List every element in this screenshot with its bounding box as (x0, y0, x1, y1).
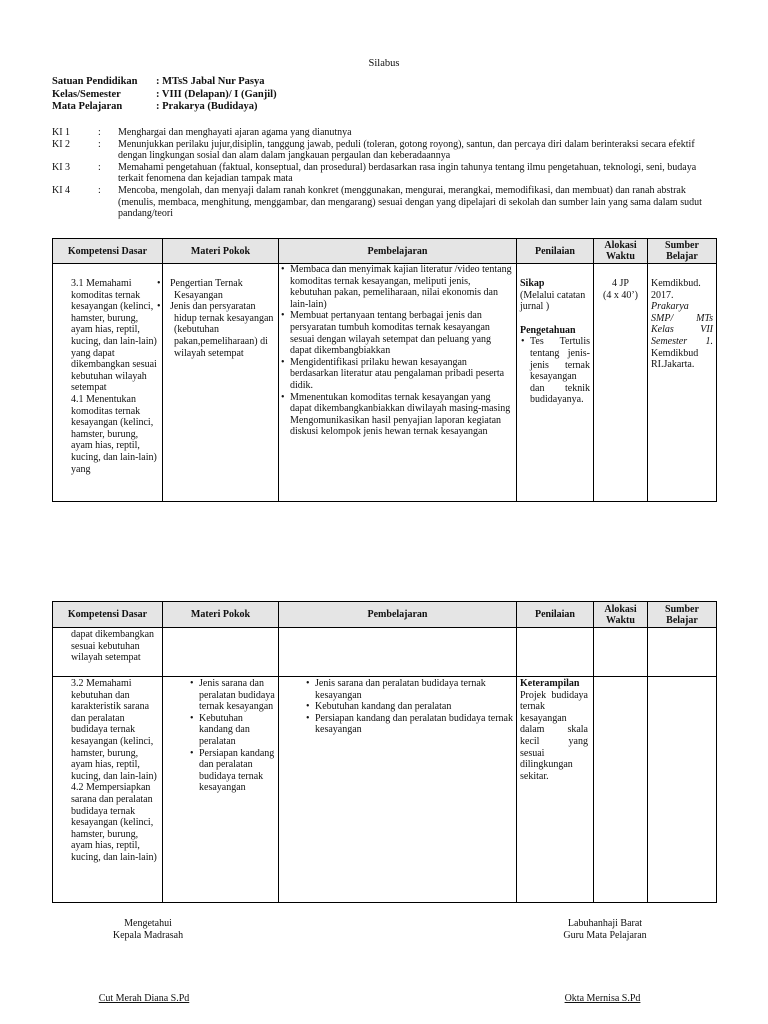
page-title: Silabus (368, 58, 400, 69)
ki-row (52, 162, 722, 185)
syllabus-table-2 (52, 601, 717, 903)
empty-cell (648, 677, 717, 903)
header-materi-pokok: Materi Pokok (163, 239, 279, 264)
identity-value: : VIII (Delapan)/ I (Ganjil) (156, 88, 277, 100)
pembelajaran-cell (279, 264, 517, 502)
header-sumber-belajar: Sumber Belajar (648, 239, 717, 264)
header-kompetensi-dasar: Kompetensi Dasar (53, 602, 163, 628)
ki-code: KI 4 (52, 184, 71, 196)
header-materi-pokok: Materi Pokok (163, 602, 279, 628)
pengetahuan-list (520, 336, 590, 406)
sikap-text: (Melalui catatan jurnal ) (520, 289, 586, 313)
list-item: • Kebutuhan kandang dan peralatan (315, 701, 513, 713)
ki-separator: : (98, 138, 101, 150)
identity-label: Kelas/Semester (52, 88, 121, 100)
sikap-label: Sikap (520, 278, 545, 289)
list-item: • Membaca dan menyimak kajian literatur /video tentang komoditas ternak kesayangan, meliputi jenis, kebutuhan pakan, pemeliharaan, nilai ekonomis dan lain-lain) (290, 264, 513, 310)
ki-separator: : (98, 184, 101, 196)
signature-left-line1: Mengetahui (124, 918, 172, 929)
signature-right (530, 918, 680, 942)
materi-list (166, 278, 275, 359)
table-row (53, 264, 717, 502)
signature-right-line2: Guru Mata Pelajaran (563, 930, 647, 941)
ki-row (52, 139, 722, 162)
header-penilaian: Penilaian (517, 602, 594, 628)
pengetahuan-label: Pengetahuan (520, 324, 576, 336)
table-header-row (53, 239, 717, 264)
list-item: • Membuat pertanyaan tentang berbagai jenis dan persyaratan tumbuh komoditas ternak kesayangan sesuai dengan wilayah setempat dan peluang yang dapat dikembangbiakkan (290, 310, 513, 356)
signature-left (78, 918, 218, 942)
ki-text: Mencoba, mengolah, dan menyaji dalam ranah konkret (menggunakan, mengurai, merangkai, memodifikasi, dan membuat) dan ranah abstrak (menulis, membaca, menghitung, menggambar, dan mengarang) sesuai dengan yang dipelajari di sekolah dan sumber lain yang sama dalam sudut pandang/teori (118, 184, 702, 220)
ki-separator: : (98, 127, 101, 138)
identity-row (52, 89, 277, 102)
keterampilan-text: Projek budidaya ternak kesayangan dalam skala kecil yang sesuai dilingkungan sekitar. (520, 689, 588, 782)
ki-row (52, 127, 722, 139)
empty-cell (594, 677, 648, 903)
spacer (520, 313, 590, 325)
identity-value: : Prakarya (Budidaya) (156, 101, 258, 112)
list-item: • Tes Tertulis tentang jenis-jenis ternak kesayangan dan teknik budidayanya. (530, 336, 590, 406)
header-kompetensi-dasar: Kompetensi Dasar (53, 239, 163, 264)
principal-name: Cut Merah Diana S.Pd (98, 993, 190, 1004)
table-row (53, 677, 717, 903)
header-penilaian: Penilaian (517, 239, 594, 264)
table-header-row (53, 602, 717, 628)
identity-label: Satuan Pendidikan (52, 76, 138, 87)
header-alokasi-waktu: Alokasi Waktu (594, 239, 648, 264)
list-item: • Persiapan kandang dan peralatan budidaya ternak kesayangan (315, 713, 513, 736)
identity-row (52, 101, 277, 114)
header-alokasi-waktu: Alokasi Waktu (594, 602, 648, 628)
materi-list (185, 678, 275, 794)
list-item: • Persiapan kandang dan peralatan budidaya ternak kesayangan (199, 748, 275, 794)
empty-cell (594, 628, 648, 677)
identity-value: : MTsS Jabal Nur Pasya (156, 76, 265, 87)
penilaian-cell (517, 264, 594, 502)
list-item: • Jenis dan persyaratan hidup ternak kesayangan (kebutuhan pakan,pemeliharaan) di wilayah setempat (170, 301, 275, 359)
empty-cell (279, 628, 517, 677)
empty-cell (517, 628, 594, 677)
ki-code: KI 3 (52, 161, 71, 173)
materi-cell (163, 264, 279, 502)
core-competencies (52, 127, 722, 220)
signature-left-line2: Kepala Madrasah (112, 930, 184, 941)
kd-cell: dapat dikembangkan sesuai kebutuhan wilayah setempat (53, 628, 163, 677)
sumber-publisher: Kemdikbud. 2017. (651, 278, 701, 301)
header-pembelajaran: Pembelajaran (279, 239, 517, 264)
pembelajaran-cell (279, 677, 517, 903)
sumber-place: Kemdikbud RI.Jakarta. (651, 347, 699, 371)
ki-text: Menunjukkan perilaku jujur,disiplin, tanggung jawab, peduli (toleran, gotong royong), santun, dan percaya diri dalam berinteraksi secara efektif dengan lingkungan sosial dan alam dalam jangkauan pergaulan dan keberadaannya (118, 138, 695, 162)
ki-code: KI 2 (52, 138, 71, 150)
kd-cell: 3.2 Memahami kebutuhan dan karakteristik sarana dan peralatan budidaya ternak kesayangan (kelinci, hamster, burung, ayam hias, reptil, kucing, dan lain-lain) 4.2 Mempersiapkan sarana dan peralatan budidaya ternak kesayangan (kelinci, hamster, burung, ayam hias, reptil, kucing, dan lain-lain) (53, 677, 163, 903)
list-item: • Jenis sarana dan peralatan budidaya ternak kesayangan (315, 678, 513, 701)
table-row (53, 628, 717, 677)
teacher-name: Okta Mernisa S.Pd (564, 993, 641, 1004)
signature-right-line1: Labuhanhaji Barat (567, 918, 643, 929)
list-item: • Mmenentukan komoditas ternak kesayangan yang dapat dikembangkanbiakkan diwilayah masing-masing (290, 392, 513, 415)
ki-text: Memahami pengetahuan (faktual, konseptual, dan prosedural) berdasarkan rasa ingin tahunya tentang ilmu pengetahuan, teknologi, seni, budaya terkait fenomena dan kejadian tampak mata (118, 161, 697, 185)
penilaian-cell (517, 677, 594, 903)
identity-label: Mata Pelajaran (52, 101, 123, 112)
sumber-book-title: Prakarya SMP/ MTs Kelas VII Semester 1. (651, 301, 713, 347)
sumber-cell (648, 264, 717, 502)
empty-cell (648, 628, 717, 677)
pembelajaran-extra: Mengomunikasikan hasil penyajian laporan kegiatan diskusi kelompok jenis hewan ternak kesayangan (290, 414, 502, 438)
header-pembelajaran: Pembelajaran (279, 602, 517, 628)
identity-block (52, 76, 277, 114)
pembelajaran-list (282, 264, 513, 415)
alokasi-cell: 4 JP (4 x 40’) (594, 264, 648, 502)
header-sumber-belajar: Sumber Belajar (648, 602, 717, 628)
list-item: • Mengidentifikasi prilaku hewan kesayangan berdasarkan literatur atau pengalaman pribadi peserta didik. (290, 357, 513, 392)
materi-cell (163, 677, 279, 903)
empty-cell (163, 628, 279, 677)
list-item: • Kebutuhan kandang dan peralatan (199, 713, 275, 748)
keterampilan-label: Keterampilan (520, 678, 580, 689)
ki-row (52, 185, 722, 220)
identity-row (52, 76, 277, 89)
syllabus-table-1 (52, 238, 717, 502)
list-item: • Jenis sarana dan peralatan budidaya ternak kesayangan (199, 678, 275, 713)
ki-text: Menghargai dan menghayati ajaran agama yang dianutnya (118, 127, 352, 138)
pembelajaran-list (301, 678, 513, 736)
ki-separator: : (98, 161, 101, 173)
ki-code: KI 1 (52, 127, 71, 138)
list-item: • Pengertian Ternak Kesayangan (170, 278, 275, 301)
kd-cell: 3.1 Memahami komoditas ternak kesayangan (kelinci, hamster, burung, ayam hias, reptil, kucing, dan lain-lain) yang dapat dikembangkan sesuai kebutuhan wilayah setempat 4.1 Menentukan komoditas ternak kesayangan (kelinci, hamster, burung, ayam hias, reptil, kucing, dan lain-lain) yang (53, 264, 163, 502)
